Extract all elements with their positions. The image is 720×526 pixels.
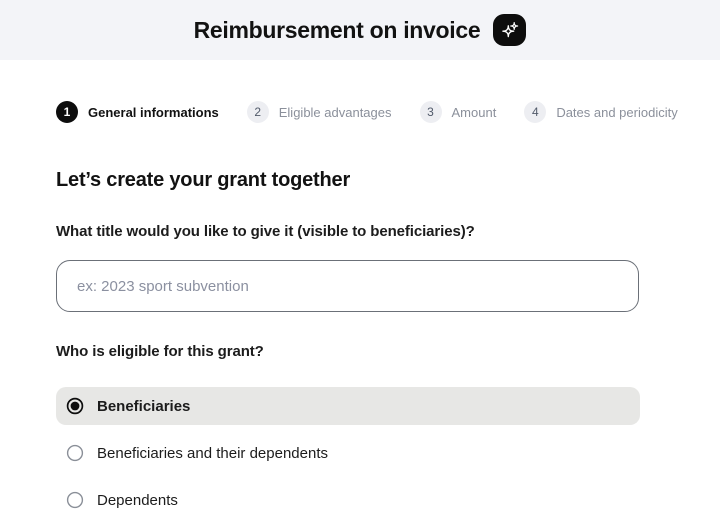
option-beneficiaries[interactable]	[56, 387, 640, 425]
step-number-badge: 4	[524, 101, 546, 123]
radio-selected-icon[interactable]	[66, 397, 84, 415]
step-label: Dates and periodicity	[556, 104, 678, 120]
option-beneficiaries-and-dependents[interactable]	[56, 434, 640, 472]
step-label: Eligible advantages	[278, 104, 392, 120]
option-label: Beneficiaries and their dependents	[97, 444, 328, 462]
eligibility-options	[56, 387, 640, 519]
step-label: Amount	[451, 104, 497, 120]
step-number-badge: 1	[56, 101, 78, 123]
grant-title-input[interactable]	[56, 260, 639, 312]
option-label: Dependents	[97, 491, 178, 509]
page-header	[0, 0, 720, 60]
step-dates-and-periodicity[interactable]	[524, 101, 677, 123]
step-number-badge: 2	[247, 101, 269, 123]
radio-unselected-icon[interactable]	[66, 491, 84, 509]
option-label: Beneficiaries	[97, 397, 191, 415]
option-dependents[interactable]	[56, 481, 640, 519]
radio-unselected-icon[interactable]	[66, 444, 84, 462]
step-amount[interactable]	[420, 101, 497, 123]
sparkles-icon	[493, 14, 526, 46]
page-title: Reimbursement on invoice	[193, 16, 481, 43]
stepper	[56, 101, 678, 123]
form-heading: Let’s create your grant together	[56, 169, 351, 191]
step-label: General informations	[88, 104, 219, 120]
step-number-badge: 3	[420, 101, 442, 123]
step-eligible-advantages[interactable]	[247, 101, 392, 123]
step-general-informations[interactable]	[56, 101, 219, 123]
main-content	[0, 101, 720, 519]
eligibility-label: Who is eligible for this grant?	[56, 343, 264, 360]
grant-title-label: What title would you like to give it (visible to beneficiaries)?	[56, 223, 475, 240]
